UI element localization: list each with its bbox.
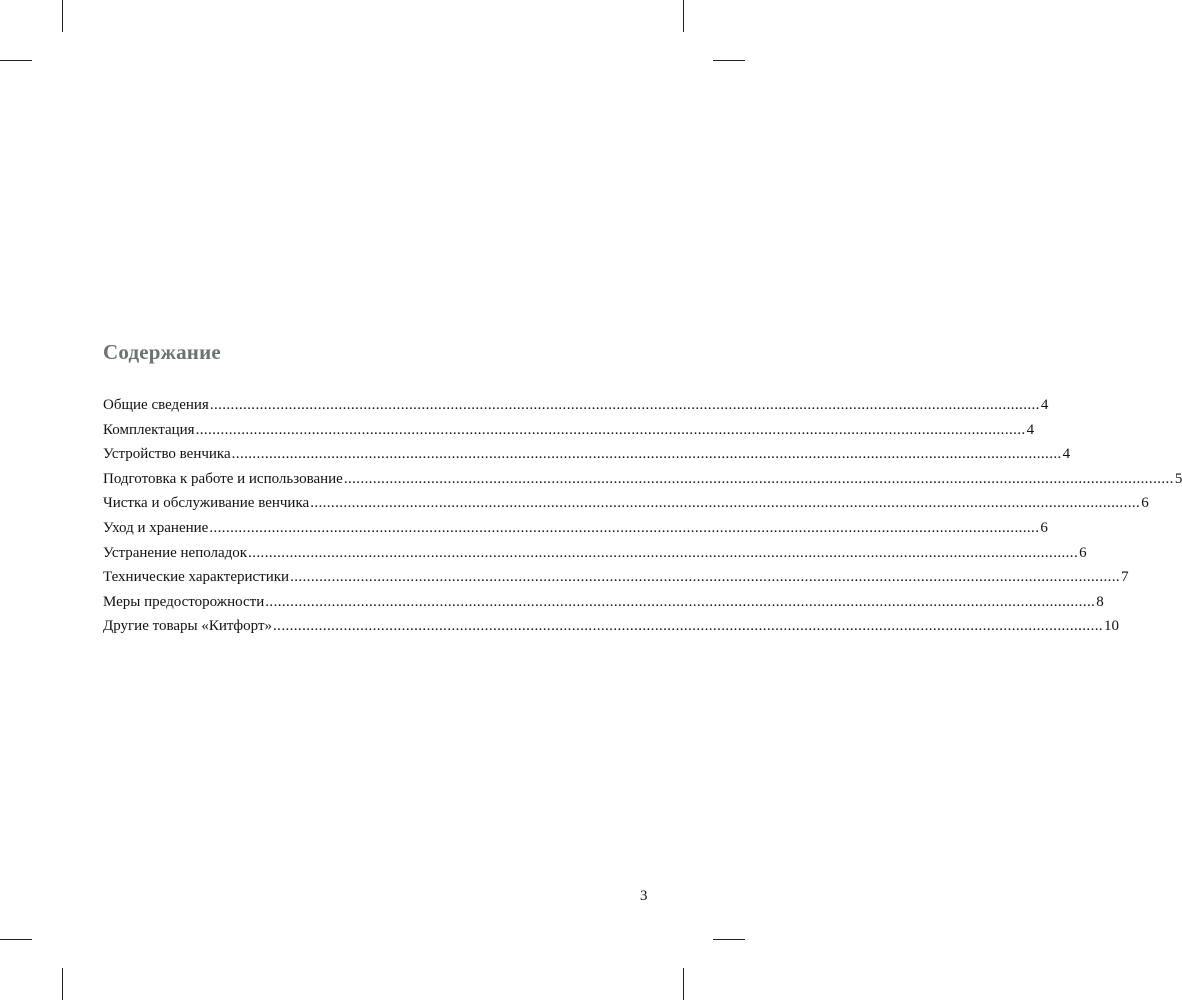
toc-leader-dots: ........................................................................................................................................................................................................: [290, 569, 1121, 586]
toc-entry-page: 7: [1121, 569, 1129, 586]
toc-leader-dots: ........................................................................................................................................................................................................: [310, 495, 1141, 512]
toc-entry-page: 8: [1096, 593, 1104, 610]
toc-entry-label: Подготовка к работе и использование: [103, 470, 343, 487]
crop-mark-bottom-right-horizontal: [713, 939, 745, 940]
toc-entry[interactable]: [103, 541, 1087, 566]
toc-entry-page: 6: [1141, 495, 1149, 512]
toc-leader-dots: ........................................................................................................................................................................................................: [273, 618, 1104, 635]
toc-entry[interactable]: [103, 467, 1182, 492]
toc-entry-page: 4: [1062, 446, 1071, 463]
toc-entry[interactable]: [103, 590, 1104, 615]
toc-entry-page: 6: [1079, 544, 1087, 561]
toc-entry-label: Другие товары «Китфорт»: [103, 618, 273, 635]
crop-mark-top-left-horizontal: [0, 60, 32, 61]
page-number: 3: [640, 888, 648, 904]
toc-entry[interactable]: [103, 418, 1035, 443]
toc-entry[interactable]: [103, 614, 1120, 639]
toc-entry-label: Комплектация: [103, 421, 195, 438]
toc-leader-dots: ........................................................................................................................................................................................................: [231, 446, 1062, 463]
toc-leader-dots: ........................................................................................................................................................................................................: [343, 470, 1174, 487]
toc-entry-page: 10: [1104, 618, 1120, 635]
toc-entry-label: Общие сведения: [103, 397, 209, 413]
toc-leader-dots: ........................................................................................................................................................................................................: [209, 397, 1040, 413]
crop-mark-top-right-horizontal: [713, 60, 745, 61]
crop-mark-bottom-right-vertical: [683, 968, 684, 1000]
toc-entry[interactable]: [103, 565, 1129, 590]
crop-mark-top-right-vertical: [683, 0, 684, 32]
toc-entry[interactable]: [103, 442, 1071, 467]
toc-entry-page: 5: [1174, 470, 1182, 487]
crop-mark-top-left-vertical: [62, 0, 63, 32]
toc-leader-dots: ........................................................................................................................................................................................................: [195, 421, 1026, 438]
toc-entry[interactable]: [103, 393, 1049, 418]
toc-leader-dots: ........................................................................................................................................................................................................: [265, 593, 1096, 610]
toc-entry[interactable]: [103, 516, 1048, 541]
toc-entry-label: Уход и хранение: [103, 519, 209, 536]
toc-leader-dots: ........................................................................................................................................................................................................: [209, 519, 1040, 536]
toc-entry-label: Устройство венчика: [103, 446, 231, 463]
toc-entry-page: 4: [1040, 397, 1049, 413]
toc-entry-label: Чистка и обслуживание венчика: [103, 495, 310, 512]
toc-title: Содержание: [103, 340, 221, 364]
toc-entry-label: Меры предосторожности: [103, 593, 265, 610]
toc-entry-label: Технические характеристики: [103, 569, 290, 586]
crop-mark-bottom-left-horizontal: [0, 939, 32, 940]
table-of-contents: [103, 393, 1182, 639]
crop-mark-bottom-left-vertical: [62, 968, 63, 1000]
toc-entry-label: Устранение неполадок: [103, 544, 248, 561]
toc-entry-page: 6: [1040, 519, 1048, 536]
toc-entry[interactable]: [103, 491, 1149, 516]
toc-entry-page: 4: [1026, 421, 1035, 438]
toc-leader-dots: ........................................................................................................................................................................................................: [248, 544, 1079, 561]
